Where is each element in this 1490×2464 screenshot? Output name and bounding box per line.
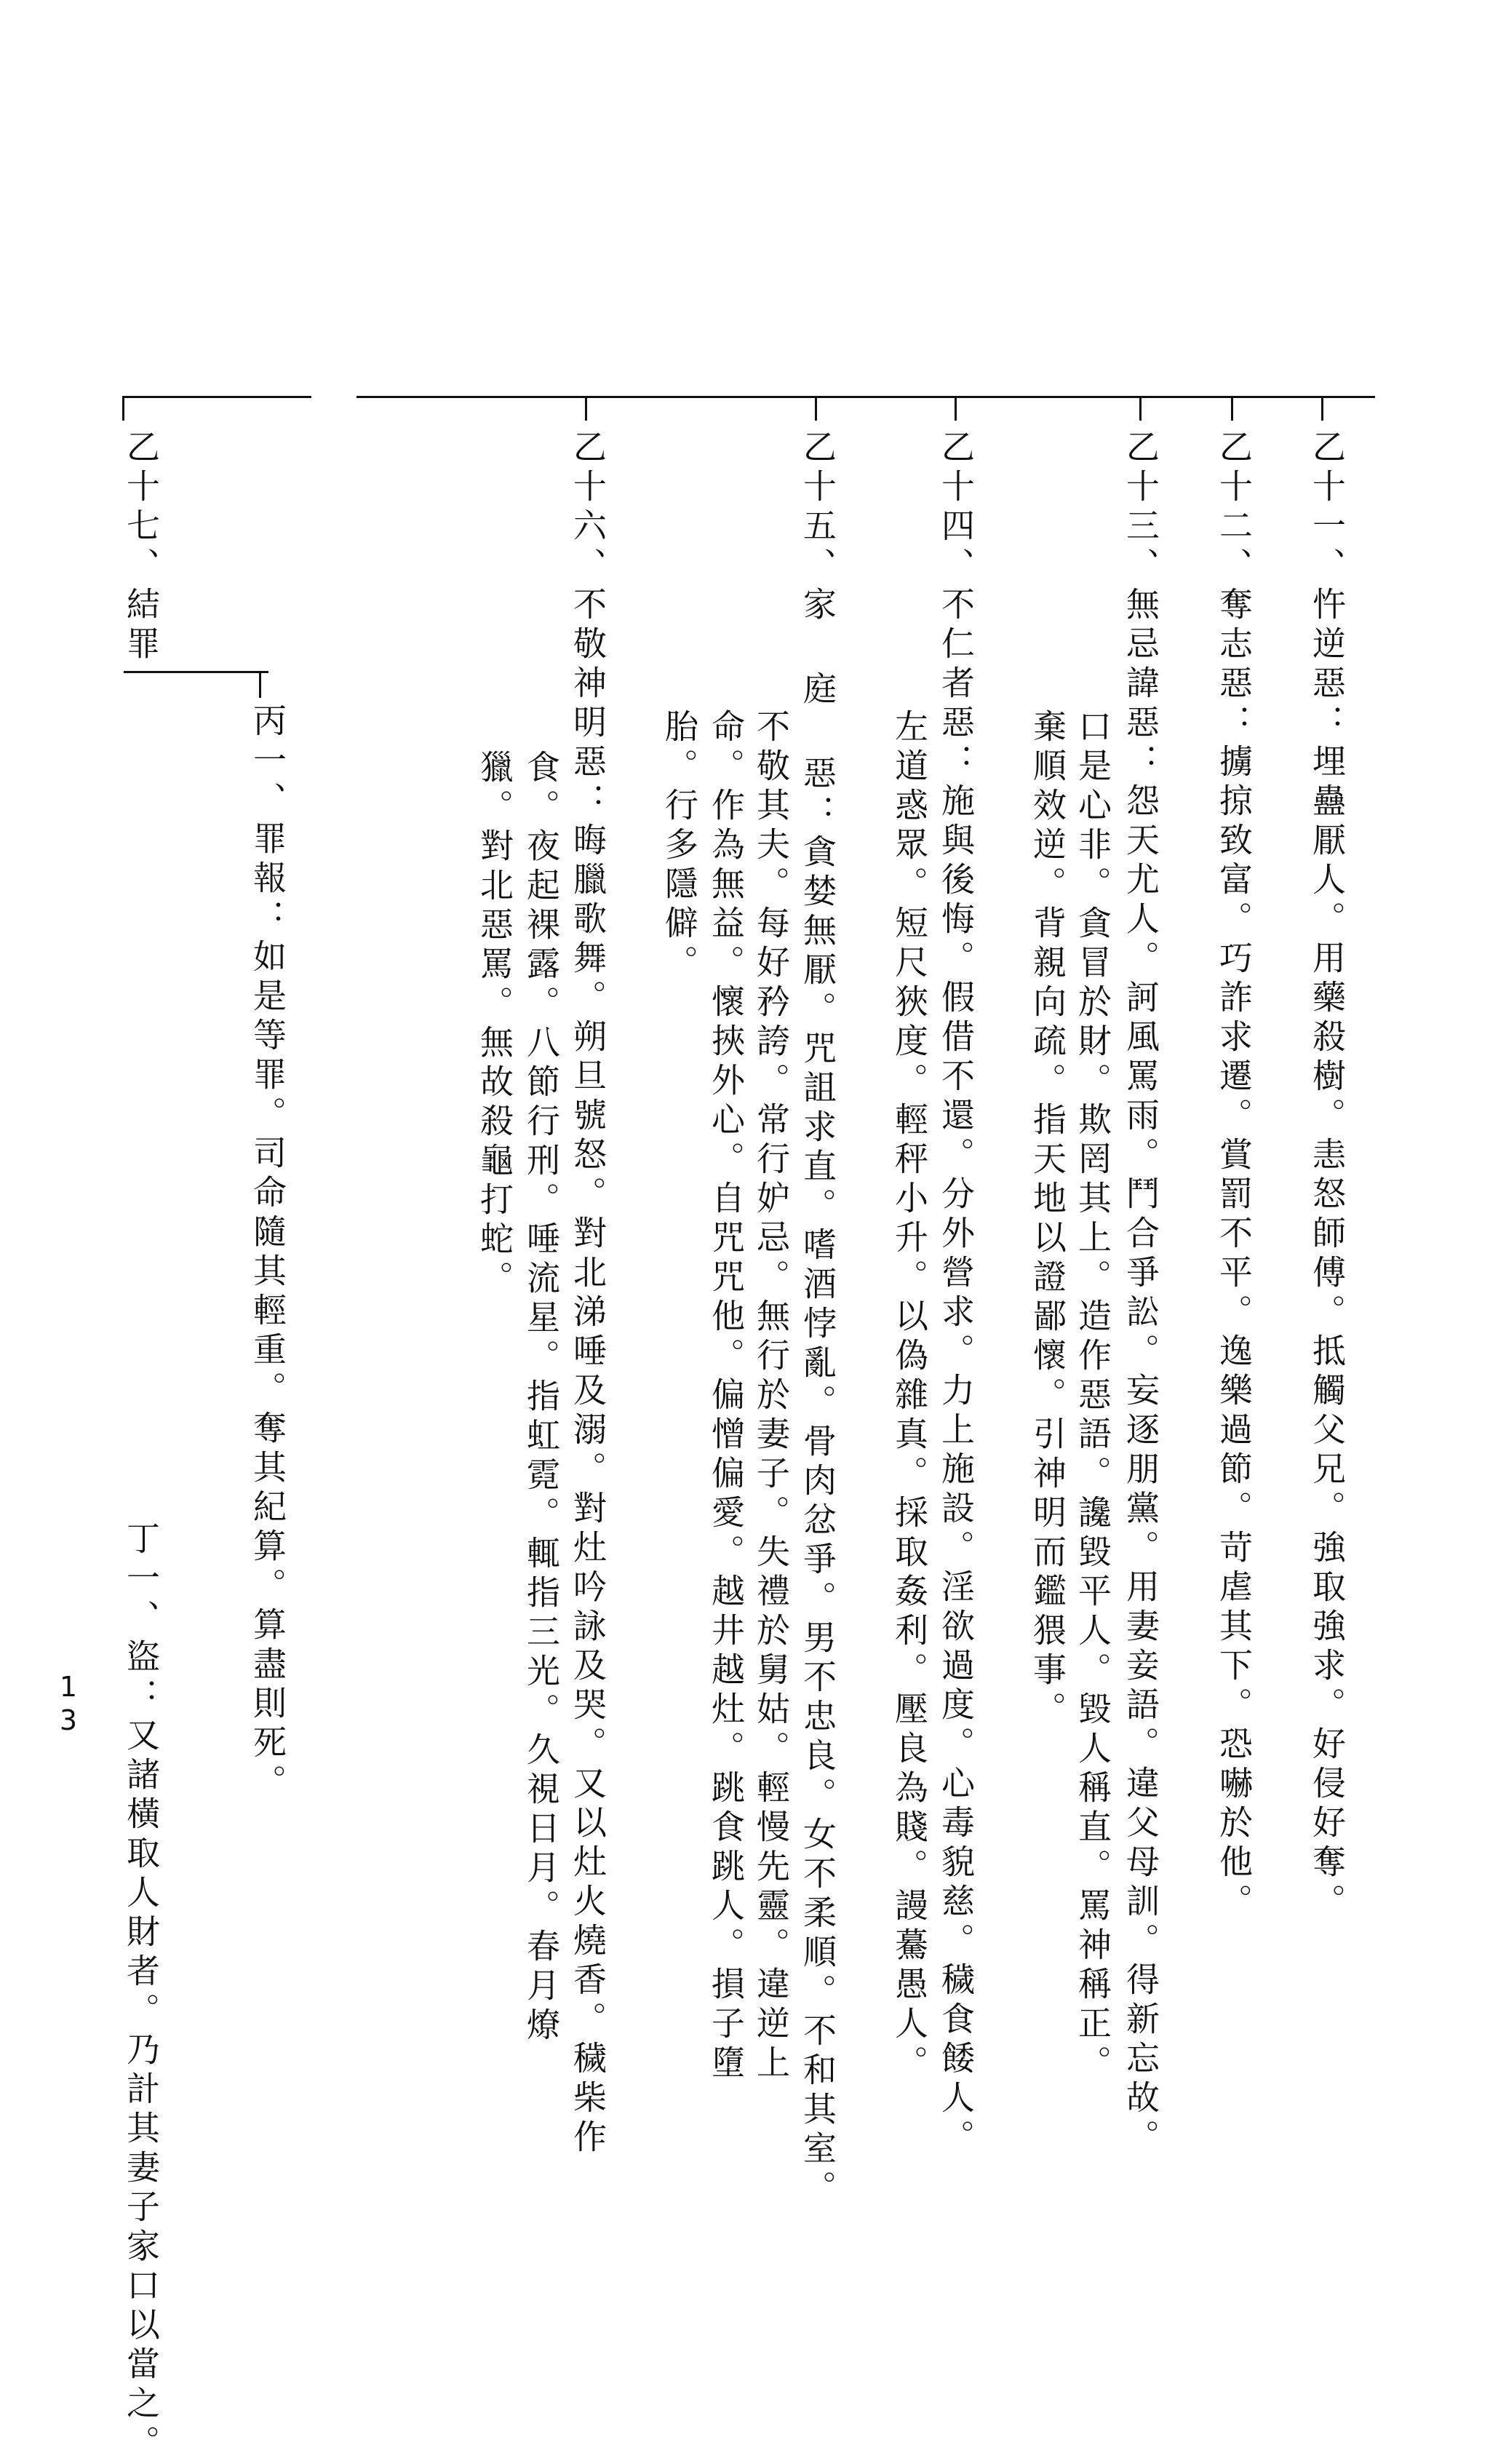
entry-e12-col1 xyxy=(1214,429,1254,1923)
entry-e13-col1 xyxy=(1120,429,1161,2158)
tick-e14 xyxy=(955,396,957,421)
entry-e11-head: 乙十一、忤逆惡： xyxy=(1307,429,1347,744)
entry-e16-head: 乙十六、不敬神明惡： xyxy=(568,429,607,822)
entry-d1-head: 丁一、盜： xyxy=(121,1521,161,1717)
page-number: 13 xyxy=(52,1671,84,1738)
entry-e15-body4: 胎。行多隱僻。 xyxy=(660,709,699,984)
top-rule-short xyxy=(122,396,311,398)
tick-e15 xyxy=(815,396,817,421)
entry-e14-col1 xyxy=(936,429,976,2158)
entry-e16-body2: 食。夜起裸露。八節行刑。唾流星。指虹霓。輒指三光。久視日月。春月燎 xyxy=(522,750,561,2046)
tick-e16 xyxy=(585,396,587,421)
entry-e15-col4 xyxy=(659,709,700,984)
entry-e15-col3 xyxy=(706,709,746,2084)
entry-e16-col1 xyxy=(567,429,608,2158)
entry-b1-col xyxy=(247,703,288,1803)
entry-e11-body: 埋蠱厭人。用藥殺樹。恚怒師傅。抵觸父兄。強取強求。好侵好奪。 xyxy=(1307,744,1347,1923)
entry-e15-col2 xyxy=(751,709,792,2084)
tick-e12 xyxy=(1231,396,1233,421)
entry-e13-head: 乙十三、無忌諱惡： xyxy=(1121,429,1160,783)
top-rule-main xyxy=(356,396,1375,398)
entry-e12-body: 擄掠致富。巧詐求遷。賞罰不平。逸樂過節。苛虐其下。恐嚇於他。 xyxy=(1214,744,1254,1923)
sub-bracket xyxy=(259,671,268,698)
entry-e13-body1: 怨天尤人。訶風罵雨。鬥合爭訟。妄逐朋黨。用妻妾語。違父母訓。得新忘故。 xyxy=(1121,783,1160,2158)
entry-e13-body3: 棄順效逆。背親向疏。指天地以證鄙懷。引神明而鑑猥事。 xyxy=(1028,709,1067,1730)
entry-e17-col xyxy=(121,429,162,665)
sub-rule xyxy=(124,671,262,673)
entry-d1-col xyxy=(121,1521,162,2464)
entry-e16-body3: 獵。對北惡罵。無故殺龜打蛇。 xyxy=(475,750,514,1300)
entry-e14-body1: 施與後悔。假借不還。分外營求。力上施設。淫欲過度。心毒貌慈。穢食餧人。 xyxy=(936,783,976,2158)
tick-e17 xyxy=(122,396,124,421)
tick-e13 xyxy=(1139,396,1142,421)
entry-e16-body1: 晦臘歌舞。朔旦號怒。對北涕唾及溺。對灶吟詠及哭。又以灶火燒香。穢柴作 xyxy=(568,822,607,2158)
entry-e12-head: 乙十二、奪志惡： xyxy=(1214,429,1254,744)
entry-e11-col1 xyxy=(1307,429,1347,1923)
entry-e15-body3: 命。作為無益。懷挾外心。自咒咒他。偏憎偏愛。越井越灶。跳食跳人。損子墮 xyxy=(706,709,746,2084)
entry-e13-col2 xyxy=(1072,709,1113,2084)
entry-e17-head: 乙十七、結罪 xyxy=(121,429,161,665)
entry-e15-body2: 不敬其夫。每好矜誇。常行妒忌。無行於妻子。失禮於舅姑。輕慢先靈。違逆上 xyxy=(752,709,791,2084)
entry-b1-head: 丙一、罪報： xyxy=(248,703,287,939)
entry-d1-body: 又諸橫取人財者。乃計其妻子家口以當之。 xyxy=(121,1717,161,2464)
entry-e15-head: 乙十五、家 庭 惡： xyxy=(798,429,837,834)
entry-e14-body2: 左道惑眾。短尺狹度。輕秤小升。以偽雜真。採取姦利。壓良為賤。謾驀愚人。 xyxy=(890,709,929,2084)
entry-e16-col2 xyxy=(521,750,562,2046)
entry-e13-body2: 口是心非。貪冒於財。欺罔其上。造作惡語。讒毀平人。毀人稱直。罵神稱正。 xyxy=(1073,709,1112,2084)
entry-b1-body: 如是等罪。司命隨其輕重。奪其紀算。算盡則死。 xyxy=(248,939,287,1803)
entry-e14-col2 xyxy=(889,709,930,2084)
entry-e15-col1 xyxy=(797,429,838,2209)
entry-e14-head: 乙十四、不仁者惡： xyxy=(936,429,976,783)
entry-e13-col3 xyxy=(1027,709,1068,1730)
entry-e15-body1: 貪婪無厭。咒詛求直。嗜酒悖亂。骨肉忿爭。男不忠良。女不柔順。不和其室。 xyxy=(798,834,837,2209)
tick-e11 xyxy=(1321,396,1323,421)
entry-e16-col3 xyxy=(474,750,515,1300)
